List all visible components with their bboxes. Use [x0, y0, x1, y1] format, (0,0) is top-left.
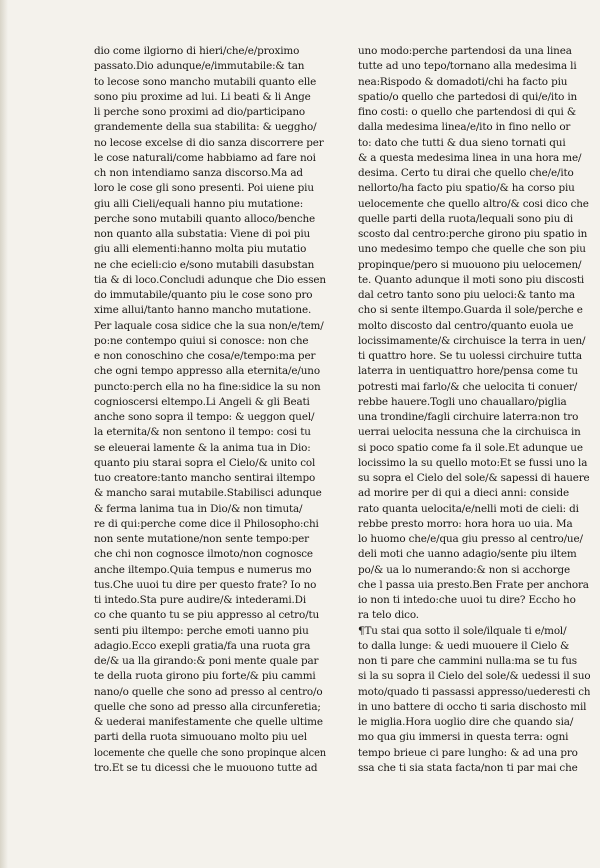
text-line: parti della ruota simuouano molto piu uel [94, 731, 307, 744]
text-line: se eleuerai lamente & la anima tua in Dio: [94, 441, 311, 454]
text-line: anche sono sopra il tempo: & ueggon quel/ [94, 411, 315, 423]
text-line: le cose naturali/come habbiamo ad fare noi [94, 151, 316, 164]
text-line: nea:Rispodo & domadoti/chi ha facto piu [358, 75, 568, 88]
text-line: to dalla lunge: & uedi muouere il Cielo & [358, 639, 570, 652]
text-line: xime allui/tanto hanno mancho mutatione. [94, 304, 312, 317]
text-line: quanto piu starai sopra el Cielo/& unito col [94, 456, 316, 469]
text-line: rato quanta uelocita/e/nelli moti de cieli: di [358, 502, 579, 515]
text-line: & mancho sarai mutabile.Stabilisci adunque [94, 487, 322, 500]
text-line: sono piu proxime ad lui. Li beati & li Ange [94, 90, 311, 103]
text-line: dio come ilgiorno di hieri/che/e/proximo [94, 45, 300, 57]
text-line: tutte ad uno tepo/tornano alla medesima li [358, 60, 577, 73]
text-line: spatio/o quello che partedosi di qui/e/ito in [358, 90, 578, 103]
text-line: rebbe hauere.Togli uno chauallaro/piglia [358, 395, 567, 408]
text-line: in uno battere di occho ti saria dischosto mil [358, 700, 587, 713]
text-line: giu alli elementi:hanno molta piu mutatio [94, 243, 307, 256]
text-line: ti quattro hore. Se tu uolessi circhuire tutta [358, 350, 582, 362]
text-line: io non ti intedo:che uuoi tu dire? Eccho ho [358, 594, 576, 606]
text-line: tia & di loco.Concludi adunque che Dio essen [94, 273, 326, 286]
text-line: che chi non cognosce ilmoto/non cognosce [94, 548, 313, 561]
page-edge-shadow [0, 0, 8, 868]
text-line: deli moti che uanno adagio/sente piu iltem [358, 548, 577, 561]
text-line: to lecose sono mancho mutabili quanto elle [94, 75, 317, 88]
text-line: co che quanto tu se piu appresso al cetro/tu [94, 609, 320, 622]
text-line: cognioscersi eltempo.Li Angeli & gli Beati [94, 395, 310, 408]
text-line: molto discosto dal centro/quanto euola ue [358, 319, 574, 332]
left-text-column [94, 44, 326, 776]
text-line: do immutabile/quanto piu le cose sono pro [94, 289, 313, 301]
text-line: no lecose excelse di dio sanza discorrere per [94, 136, 324, 149]
text-line: non ti pare che cammini nulla:ma se tu fus [358, 655, 577, 667]
text-line: ch non intendiamo sanza discorso.Ma ad [94, 167, 303, 179]
text-line: si poco spatio come fa il sole.Et adunque ue [358, 441, 583, 454]
text-line: su sopra el Cielo del sole/& sapessi di hauere [358, 472, 590, 484]
text-line: uelocemente che quello altro/& cosi dico che [358, 197, 589, 210]
text-line: propinque/pero si muouono piu uelocemen/ [358, 258, 582, 271]
text-line: che l passa uia presto.Ben Frate per anchora [358, 578, 589, 591]
text-line: la eternita/& non sentono il tempo: cosi tu [94, 426, 311, 439]
text-line: potresti mai farlo/& che uelocita ti conuer/ [358, 380, 578, 393]
text-line: non quanto alla substatia: Viene di poi piu [94, 228, 311, 240]
text-line: tus.Che uuoi tu dire per questo frate? Io no [94, 578, 317, 591]
text-line: ra telo dico. [358, 609, 419, 622]
text-line: nano/o quelle che sono ad presso al centro/o [94, 685, 323, 698]
text-line: mo qua giu immersi in questa terra: ogni [358, 731, 569, 744]
text-line: dal cetro tanto sono piu ueloci:& tanto ma [358, 289, 575, 301]
text-line: rebbe presto morro: hora hora uo uia. Ma [358, 517, 573, 530]
text-line: quelle parti della ruota/lequali sono piu di [358, 212, 574, 225]
text-line: puncto:perch ella no ha fine:sidice la su non [94, 380, 321, 393]
text-line: re di qui:perche come dice il Philosopho:chi [94, 517, 319, 530]
text-line: ti intedo.Sta pure audire/& intederami.Di [94, 594, 307, 606]
text-line: ne che ecieli:cio e/sono mutabili dasubstan [94, 258, 315, 271]
text-line: scosto dal centro:perche girono piu spatio in [358, 228, 588, 240]
text-line: uno modo:perche partendosi da una linea [358, 45, 572, 57]
text-line: & ferma lanima tua in Dio/& non timuta/ [94, 502, 303, 515]
text-line: to: dato che tutti & dua sieno tornati qui [358, 136, 566, 149]
text-line: ad morire per di qui a dieci anni: conside [358, 487, 569, 500]
text-line: locissimo la su quello moto:Et se fussi uno la [358, 456, 588, 469]
text-line: te. Quanto adunque il moti sono piu discosti [358, 273, 585, 286]
text-line: una trondine/fagli circhuire laterra:non tro [358, 411, 579, 423]
text-line: ssa che ti sia stata facta/non ti par mai che [358, 761, 578, 774]
text-line: le miglia.Hora uoglio dire che quando sia/ [358, 716, 574, 728]
text-line: & a questa medesima linea in una hora me/ [358, 151, 582, 164]
text-line: Per laquale cosa sidice che la sua non/e/tem/ [94, 319, 324, 332]
text-line: senti piu iltempo: perche emoti uanno piu [94, 624, 309, 637]
text-line: nellorto/ha facto piu spatio/& ha corso piu [358, 182, 575, 195]
text-line: fino costi: o quello che partendosi di qui & [358, 106, 576, 118]
text-line: uno medesimo tempo che quelle che son piu [358, 243, 586, 256]
text-line: loro le cose gli sono presenti. Poi uiene piu [94, 182, 314, 195]
text-line: po:ne contempo quiui si conosce: non che [94, 334, 309, 347]
right-text-column [358, 44, 590, 776]
text-line: che ogni tempo appresso alla eternita/e/uno [94, 365, 320, 378]
text-line: te della ruota girono piu forte/& piu cammi [94, 670, 316, 683]
text-line: grandemente della sua stabilita: & ueggho/ [94, 121, 317, 134]
text-line: e non conoschino che cosa/e/tempo:ma per [94, 350, 316, 362]
text-line: lo huomo che/e/qua giu presso al centro/ue/ [358, 533, 583, 545]
text-line: laterra in uentiquattro hore/pensa come tu [358, 365, 578, 378]
text-line: non sente mutatione/non sente tempo:per [94, 533, 310, 545]
text-line: tuo creatore:tanto mancho sentirai iltempo [94, 472, 316, 484]
text-line: desima. Certo tu dirai che quello che/e/ito [358, 167, 574, 179]
text-line: uerrai uelocita nessuna che la circhuisca in [358, 426, 581, 439]
text-line: ¶Tu stai qua sotto il sole/ilquale ti e/mol/ [358, 624, 567, 637]
text-line: passato.Dio adunque/e/immutabile:& tan [94, 60, 305, 73]
text-line: cho si sente iltempo.Guarda il sole/perche e [358, 304, 583, 317]
text-line: si la su sopra il Cielo del sole/& uedessi il suo [358, 670, 590, 683]
text-line: perche sono mutabili quanto alloco/benche [94, 212, 316, 225]
text-line: locemente che quelle che sono propinque alcen [94, 746, 326, 759]
text-line: tempo brieue ci pare lungho: & ad una pro [358, 746, 578, 759]
text-line: quelle che sono ad presso alla circunferetia; [94, 700, 321, 713]
text-line: moto/quado ti passassi appresso/uederesti ch [358, 685, 590, 698]
text-line: & uederai manifestamente che quelle ultime [94, 716, 323, 728]
text-line: anche iltempo.Quia tempus e numerus mo [94, 563, 312, 576]
text-line: tro.Et se tu dicessi che le muouono tutte ad [94, 761, 318, 774]
text-line: de/& ua lla girando:& poni mente quale par [94, 655, 319, 667]
text-line: dalla medesima linea/e/ito in fino nello or [358, 121, 571, 134]
text-line: giu alli Cieli/equali hanno piu mutatione: [94, 197, 304, 210]
text-line: po/& ua lo numerando:& non si acchorge [358, 563, 570, 576]
text-line: li perche sono proximi ad dio/participano [94, 106, 306, 118]
text-line: locissimamente/& circhuisce la terra in uen/ [358, 334, 586, 347]
text-line: adagio.Ecco exepli gratia/fa una ruota gra [94, 639, 311, 652]
